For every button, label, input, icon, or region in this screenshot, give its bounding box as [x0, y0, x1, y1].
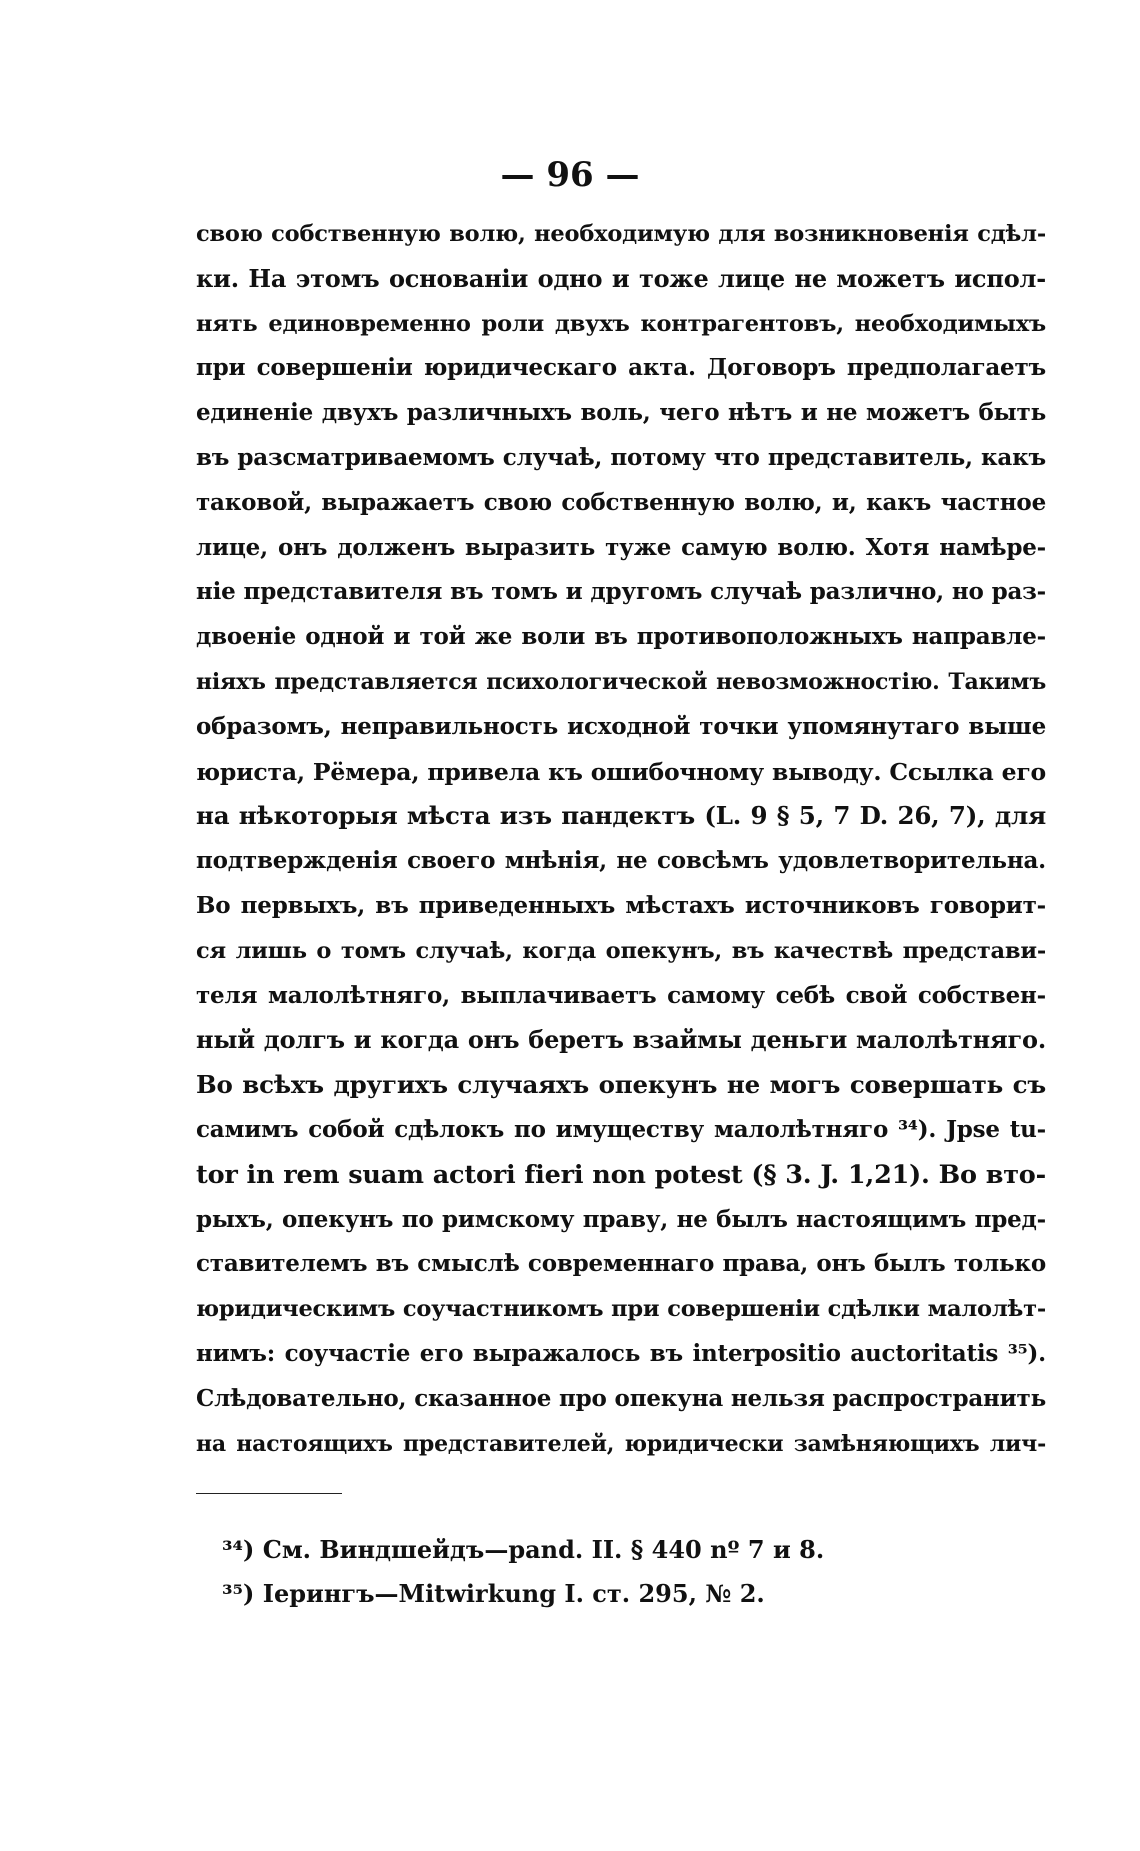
text-line: юриста, Рёмера, привела къ ошибочному выводу. Ссылка его [196, 757, 1046, 786]
text-line: лице, онъ долженъ выразить туже самую волю. Хотя намѣре- [196, 533, 1046, 561]
text-line: ніяхъ представляется психологической невозможностію. Такимъ [196, 668, 1046, 695]
text-line: нимъ: соучастіе его выражалось въ interpositio auctoritatis ³⁵). [196, 1339, 1046, 1367]
text-line: ся лишь о томъ случаѣ, когда опекунъ, въ качествѣ представи- [196, 937, 1046, 964]
text-line: tor in rem suam actori fieri non potest (§ 3. J. 1,21). Во вто- [196, 1159, 1046, 1190]
text-line: ки. На этомъ основаніи одно и тоже лице не можетъ испол- [196, 263, 1046, 293]
footnote-34: ³⁴) См. Виндшейдъ—pand. II. § 440 nº 7 и 8. [222, 1535, 825, 1564]
text-line: въ разсматриваемомъ случаѣ, потому что представитель, какъ [196, 443, 1046, 471]
text-line: образомъ, неправильность исходной точки упомянутаго выше [196, 712, 1046, 740]
text-line: Во первыхъ, въ приведенныхъ мѣстахъ источниковъ говорит- [196, 891, 1046, 919]
text-line: ніе представителя въ томъ и другомъ случаѣ различно, но раз- [196, 578, 1046, 606]
text-line: Слѣдовательно, сказанное про опекуна нельзя распространить [196, 1384, 1046, 1412]
text-line: на нѣкоторыя мѣста изъ пандектъ (L. 9 § 5, 7 D. 26, 7), для [196, 801, 1046, 831]
text-line: теля малолѣтняго, выплачиваетъ самому себѣ свой собствен- [196, 981, 1046, 1009]
body-text [196, 212, 1046, 1466]
page-number: — 96 — [500, 155, 640, 195]
text-line: при совершеніи юридическаго акта. Договоръ предполагаетъ [196, 354, 1046, 382]
footnote-separator [196, 1493, 342, 1494]
text-line: юридическимъ соучастникомъ при совершеніи сдѣлки малолѣт- [196, 1296, 1046, 1323]
text-line: свою собственную волю, необходимую для возникновенія сдѣл- [196, 221, 1046, 247]
text-line: таковой, выражаетъ свою собственную волю, и, какъ частное [196, 488, 1046, 516]
text-line: Во всѣхъ другихъ случаяхъ опекунъ не могъ совершать съ [196, 1070, 1046, 1100]
text-line: ный долгъ и когда онъ беретъ взаймы деньги малолѣтняго. [196, 1025, 1046, 1055]
footnote-35: ³⁵) Іерингъ—Mitwirkung I. ст. 295, № 2. [222, 1579, 765, 1608]
text-line: на настоящихъ представителей, юридически замѣняющихъ лич- [196, 1430, 1046, 1457]
text-line: самимъ собой сдѣлокъ по имуществу малолѣтняго ³⁴). Jpse tu- [196, 1115, 1046, 1143]
text-line: ставителемъ въ смыслѣ современнаго права, онъ былъ только [196, 1250, 1046, 1278]
text-line: нять единовременно роли двухъ контрагентовъ, необходимыхъ [196, 310, 1046, 337]
text-line: подтвержденія своего мнѣнія, не совсѣмъ удовлетворительна. [196, 847, 1046, 875]
text-line: единеніе двухъ различныхъ воль, чего нѣтъ и не можетъ быть [196, 399, 1046, 427]
text-line: рыхъ, опекунъ по римскому праву, не былъ настоящимъ пред- [196, 1205, 1046, 1233]
footnotes [222, 1528, 1022, 1616]
text-line: двоеніе одной и той же воли въ противоположныхъ направле- [196, 623, 1046, 651]
